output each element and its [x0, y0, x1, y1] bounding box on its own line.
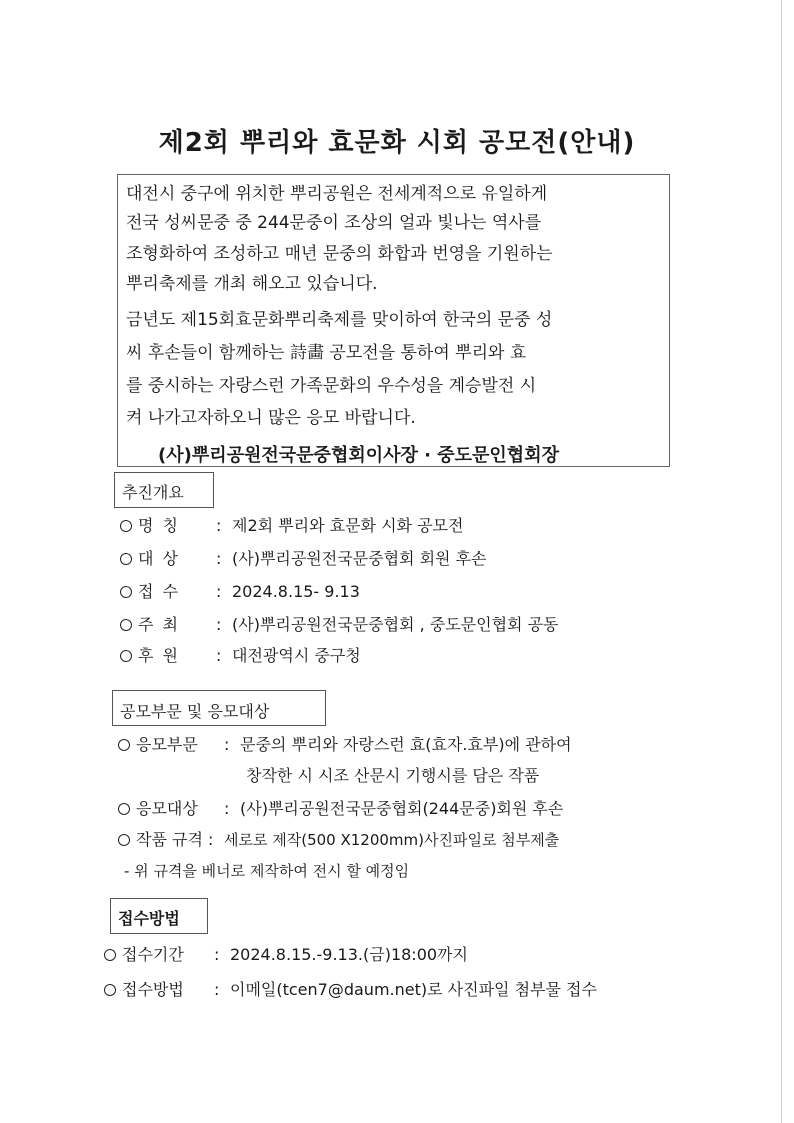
overview-row-sponsor — [120, 646, 361, 666]
row-value: 대전광역시 중구청 — [232, 646, 361, 665]
contest-row-category — [118, 735, 572, 755]
contest-row-spec — [118, 830, 559, 850]
circle-bullet-icon — [120, 619, 132, 631]
row-value: (사)뿌리공원전국문중협회(244문중)회원 후손 — [240, 799, 564, 818]
intro-line: 씨 후손들이 함께하는 詩畵 공모전을 통하여 뿌리와 효 — [126, 343, 527, 363]
row-label: 주 최 — [138, 615, 180, 634]
section-heading-contest: 공모부문 및 응모대상 — [120, 702, 270, 721]
overview-row-target — [120, 549, 487, 569]
intro-line: 전국 성씨문중 중 244문중이 조상의 얼과 빛나는 역사를 — [126, 213, 542, 233]
row-value: 이메일(tcen7@daum.net)로 사진파일 첨부물 접수 — [230, 980, 597, 999]
row-colon: : — [216, 646, 222, 665]
row-label: 접수방법 — [122, 980, 184, 999]
circle-bullet-icon — [104, 949, 116, 961]
circle-bullet-icon — [118, 834, 130, 846]
receipt-row-method — [104, 980, 597, 1000]
row-label: 접 수 — [138, 582, 180, 601]
intro-line: 를 중시하는 자랑스런 가족문화의 우수성을 계승발전 시 — [126, 376, 537, 396]
contest-row-eligibility — [118, 799, 563, 819]
intro-line: 금년도 제15회효문화뿌리축제를 맞이하여 한국의 문중 성 — [126, 310, 553, 330]
contest-row-category-continuation: 창작한 시 시조 산문시 기행시를 담은 작품 — [246, 766, 540, 785]
circle-bullet-icon — [120, 586, 132, 598]
overview-row-receipt — [120, 582, 360, 602]
circle-bullet-icon — [118, 803, 130, 815]
row-label: 응모대상 — [136, 799, 198, 818]
contest-note: - 위 규격을 베너로 제작하여 전시 할 예정임 — [124, 862, 410, 880]
circle-bullet-icon — [120, 520, 132, 532]
row-value: 문중의 뿌리와 자랑스런 효(효자.효부)에 관하여 — [240, 735, 572, 754]
row-colon: : — [224, 799, 230, 818]
row-value: (사)뿌리공원전국문중협회 , 중도문인협회 공동 — [232, 615, 559, 634]
intro-line: 조형화하여 조성하고 매년 문중의 화합과 번영을 기원하는 — [126, 244, 553, 264]
intro-line: 뿌리축제를 개최 해오고 있습니다. — [126, 274, 378, 294]
intro-signature: (사)뿌리공원전국문중협회이사장 · 중도문인협회장 — [158, 445, 559, 466]
receipt-row-period — [104, 945, 468, 965]
row-colon: : — [216, 549, 222, 568]
document-title: 제2회 뿌리와 효문화 시회 공모전(안내) — [158, 128, 636, 158]
circle-bullet-icon — [120, 650, 132, 662]
row-colon: : — [216, 582, 222, 601]
overview-row-host — [120, 615, 559, 635]
row-colon: : — [224, 735, 230, 754]
circle-bullet-icon — [120, 553, 132, 565]
section-heading-receipt: 접수방법 — [118, 909, 180, 928]
row-label: 응모부문 — [136, 735, 198, 754]
row-colon: : — [214, 945, 220, 964]
row-colon: : — [216, 516, 222, 535]
row-label: 작품 규격 — [136, 830, 203, 849]
row-colon: : — [216, 615, 222, 634]
intro-line: 대전시 중구에 위치한 뿌리공원은 전세계적으로 유일하게 — [126, 184, 548, 204]
row-value: 세로로 제작(500 X1200mm)사진파일로 첨부제출 — [224, 831, 560, 849]
row-label: 후 원 — [138, 646, 180, 665]
page-edge-line — [781, 0, 782, 1123]
row-colon: : — [208, 830, 214, 849]
circle-bullet-icon — [104, 984, 116, 996]
row-label: 대 상 — [138, 549, 180, 568]
circle-bullet-icon — [118, 739, 130, 751]
row-value: 2024.8.15.-9.13.(금)18:00까지 — [230, 945, 468, 964]
section-heading-overview: 추진개요 — [122, 483, 184, 502]
row-value: 제2회 뿌리와 효문화 시화 공모전 — [232, 516, 464, 535]
row-label: 접수기간 — [122, 945, 184, 964]
row-colon: : — [214, 980, 220, 999]
overview-row-name — [120, 516, 463, 536]
intro-line: 켜 나가고자하오니 많은 응모 바랍니다. — [126, 408, 416, 428]
row-label: 명 칭 — [138, 516, 180, 535]
row-value: (사)뿌리공원전국문중협회 회원 후손 — [232, 549, 487, 568]
row-value: 2024.8.15- 9.13 — [232, 582, 360, 601]
